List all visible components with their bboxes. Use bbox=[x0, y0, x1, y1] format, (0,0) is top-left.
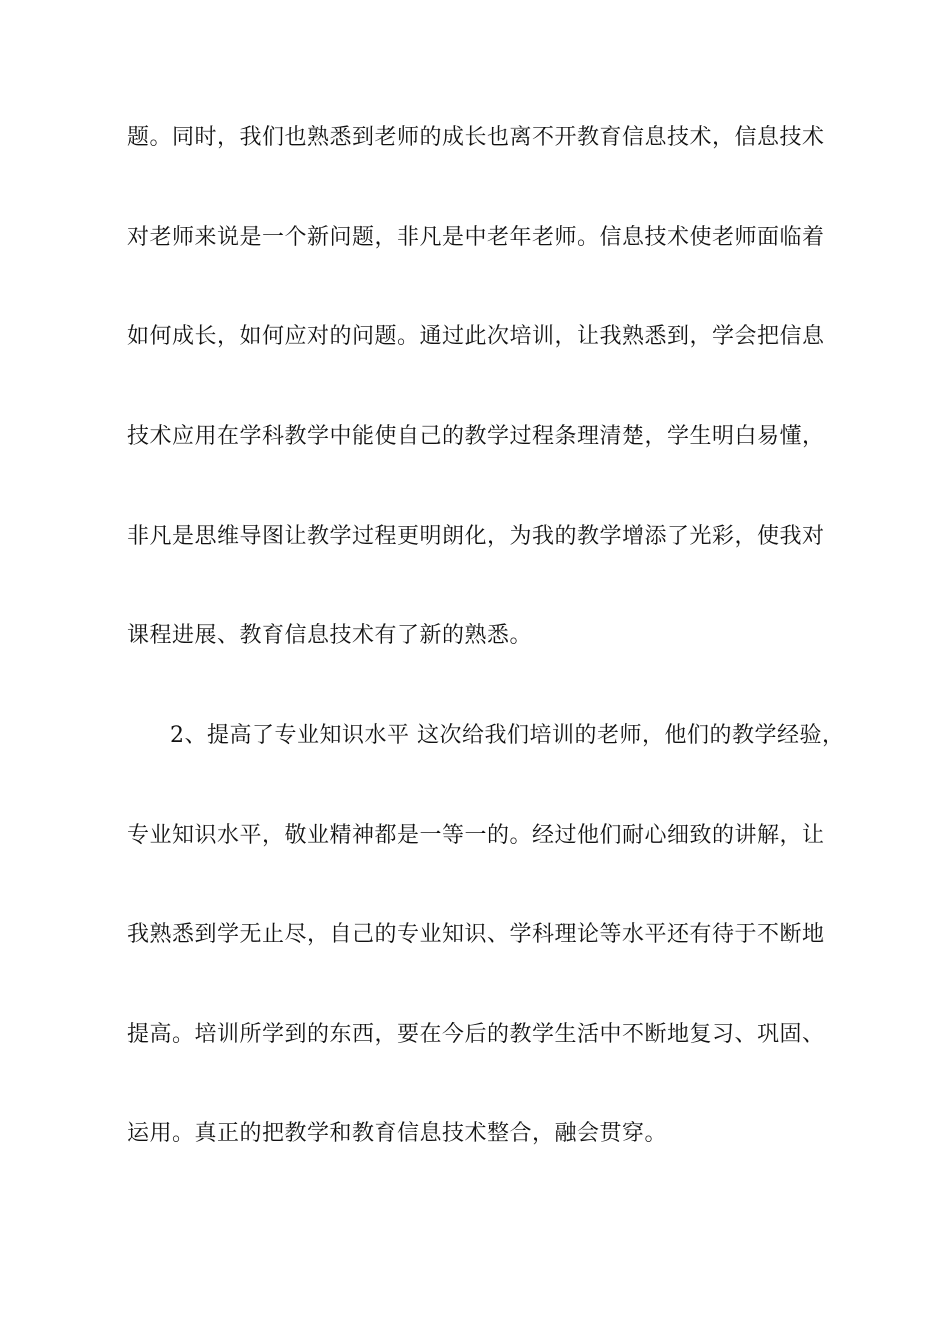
paragraph-line: 题。同时，我们也熟悉到老师的成长也离不开教育信息技术，信息技术 bbox=[127, 125, 825, 150]
paragraph-line: 技术应用在学科教学中能使自己的教学过程条理清楚，学生明白易懂， bbox=[127, 424, 825, 449]
paragraph-line: 运用。真正的把教学和教育信息技术整合，融会贯穿。 bbox=[127, 1121, 668, 1146]
paragraph-line: 课程进展、教育信息技术有了新的熟悉。 bbox=[127, 623, 533, 648]
paragraph-line: 对老师来说是一个新问题，非凡是中老年老师。信息技术使老师面临着 bbox=[127, 225, 825, 250]
paragraph-line: 提高。培训所学到的东西，要在今后的教学生活中不断地复习、巩固、 bbox=[127, 1022, 825, 1047]
paragraph-line: 我熟悉到学无止尽，自己的专业知识、学科理论等水平还有待于不断地 bbox=[127, 922, 825, 947]
paragraph-line: 2、提高了专业知识水平 这次给我们培训的老师，他们的教学经验， bbox=[170, 723, 845, 748]
paragraph-line: 非凡是思维导图让教学过程更明朗化，为我的教学增添了光彩，使我对 bbox=[127, 524, 825, 549]
paragraph-line: 专业知识水平，敬业精神都是一等一的。经过他们耐心细致的讲解，让 bbox=[127, 823, 825, 848]
paragraph-line: 如何成长，如何应对的问题。通过此次培训，让我熟悉到，学会把信息 bbox=[127, 324, 825, 349]
